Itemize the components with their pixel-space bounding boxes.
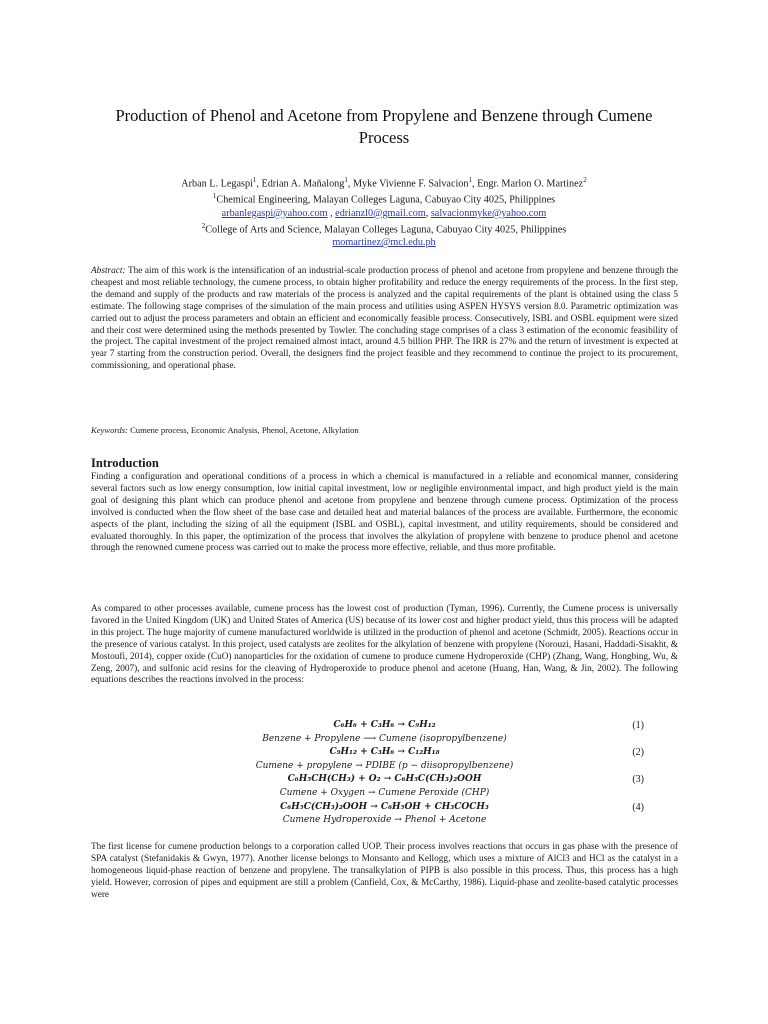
emails-1: arbanlegaspi@yahoo.com , edrianzl0@gmail.com, salvacionmyke@yahoo.com — [221, 207, 547, 219]
equation-formula: C₆H₆ + C₃H₆ → C₉H₁₂ — [333, 720, 436, 730]
email-2 — [90, 236, 678, 249]
intro-paragraph-3: The first license for cumene production belongs to a corporation called UOP. Their process involves reactions that occurs in gas phase with the presence of SPA catalyst (Stefanidakis & Gwyn, 1977). Another license belongs to Monsanto and Kellogg, which uses a mixture of AlCl3 and HCl as the catalyst in a homogeneous liquid-phase reaction of benzene and propylene. The transalkylation of PIPB is also possible in this process. Thus, this process has a high yield. However, corrosion of pipes and equipment are still a problem (Canfield, Cox, & McCarthy, 1986). Liquid-phase and zeolite-based catalytic processes were — [91, 842, 678, 900]
equation-number: (3) — [632, 774, 644, 786]
equation-number: (2) — [632, 747, 644, 759]
equation-row — [91, 773, 678, 787]
author-name: Myke Vivienne F. Salvacion — [352, 178, 469, 190]
keywords-text: Cumene process, Economic Analysis, Phenol, Acetone, Alkylation — [130, 425, 359, 435]
equation-description: Cumene + Oxygen → Cumene Peroxide (CHP) — [279, 787, 490, 798]
keywords-label: Keywords: — [91, 425, 128, 435]
equation-row — [91, 719, 678, 733]
author-block — [90, 174, 678, 249]
intro-paragraph-2: As compared to other processes available, cumene process has the lowest cost of production (Tyman, 1996). Currently, the Cumene process is universally favored in the United Kingdom (UK) and United States of America (US) because of its lower cost and higher product yield, thus this process will be adapted in this project. The huge majority of cumene manufactured worldwide is utilized in the production of phenol and acetone (Schmidt, 2005). Reactions occur in the presence of various catalyst. In this project, used catalysts are zeolites for the alkylation of benzene with propylene (Norouzi, Hasani, Haddadi-Sisakht, & Mostoufi, 2014), copper oxide (CuO) nanoparticles for the oxidation of cumene to produce cumene Hydroperoxide (CHP) (Zhang, Wang, Hongbing, Wu, & Zeng, 2007), and sulfonic acid resins for the cleaving of Hydroperoxide to produce phenol and acetone (Huang, Han, Wang, & Jin, 2002). The following equations describes the reactions involved in the process: — [91, 604, 678, 686]
author-name: Edrian A. Mañalong — [261, 178, 345, 190]
equation-description: Cumene Hydroperoxide → Phenol + Acetone — [282, 815, 487, 826]
email-link[interactable]: arbanlegaspi@yahoo.com — [221, 207, 328, 219]
equation-row — [91, 746, 678, 760]
abstract-text: The aim of this work is the intensification of an industrial-scale production process of phenol and acetone from propylene and benzene through the cheapest and most reliable technology, the cumene process, to obtain higher profitability and reduce the energy requirements of the process. In the first step, the demand and supply of the products and raw materials of the process is analyzed and the capital requirements of the plant is obtained using the class 5 estimate. The following stage comprises of the simulation of the main process and utilities using ASPEN HYSYS version 8.0. Parametric optimization was carried out to adjust the process parameters and obtain an efficient and economically feasible process. Consecutively, ISBL and OSBL equipment were sized and their cost were determined using the methods presented by Towler. The concluding stage comprises of a class 3 estimation of the economic feasibility of the project. The capital investment of the project remained almost intact, around 4.5 billion PHP. The IRR is 27% and the return of investment is expected at year 7 starting from the construction period. Overall, the designers find the project feasible and they recommend to continue the project to its procurement, commissioning, and operational phase. — [91, 266, 678, 372]
email-link[interactable]: salvacionmyke@yahoo.com — [430, 207, 547, 219]
equation-description: Benzene + Propylene ⟶ Cumene (isopropylbenzene) — [262, 733, 507, 744]
affiliation-1: $^1$Chemical Engineering, Malayan Colleges Laguna, Cabuyao City 4025, Philippines — [212, 192, 556, 206]
author-name: Engr. Marlon O. Martinez — [477, 178, 584, 190]
equation-description: Cumene + propylene → PDIBE (p − diisopropylbenzene) — [255, 760, 514, 771]
email-link[interactable]: edrianzl0@gmail.com — [335, 207, 426, 219]
section-heading-introduction: Introduction — [91, 456, 159, 471]
equation-formula: C₆H₅CH(CH₃) + O₂ → C₆H₅C(CH₃)₂OOH — [287, 774, 482, 785]
email-link[interactable]: momartinez@mcl.edu.ph — [332, 237, 436, 249]
paper-title: Production of Phenol and Acetone from Propylene and Benzene through Cumene Process — [115, 106, 653, 148]
equation-block — [91, 719, 678, 828]
author-name: Arban L. Legaspi — [181, 178, 253, 190]
equation-row — [91, 801, 678, 815]
equation-number: (4) — [632, 801, 644, 813]
abstract — [91, 266, 678, 373]
equation-number: (1) — [632, 720, 644, 731]
intro-paragraph-1: Finding a configuration and operational conditions of a process in which a chemical is manufactured in a reliable and economical manner, considering several factors such as low energy consumption, low initial capital investment, low or negligible environmental impact, and high product yield is the main goal of designing this plant which can produce phenol and acetone from propylene and benzene through cumene process. Optimization of the process involved is conducted when the flow sheet of the base case and detailed heat and material balances of the process are available. Furthermore, the economic aspects of the plant, including the sizing of all the equipment (ISBL and OSBL), capital investment, and utility requirements, should be considered and evaluated thoroughly. In this paper, the optimization of the process that involves the alkylation of propylene with benzene to produce phenol and acetone through the renowned cumene process was carried out to make the process more effective, reliable, and thus more profitable. — [91, 472, 678, 554]
abstract-label: Abstract: — [91, 266, 126, 276]
equation-formula: C₉H₁₂ + C₃H₆ → C₁₂H₁₈ — [329, 747, 440, 758]
equation-formula: C₆H₅C(CH₃)₂OOH → C₆H₅OH + CH₃COCH₃ — [280, 801, 489, 812]
affiliation-2: $^2$College of Arts and Science, Malayan Colleges Laguna, Cabuyao City 4025, Philippines — [201, 221, 567, 236]
keywords — [91, 424, 678, 436]
author-names: Arban L. Legaspi$^1$, Edrian A. Mañalong$^1$, Myke Vivienne F. Salvacion$^1$, Engr. Marlon O. Martinez$^2$ — [181, 176, 587, 190]
